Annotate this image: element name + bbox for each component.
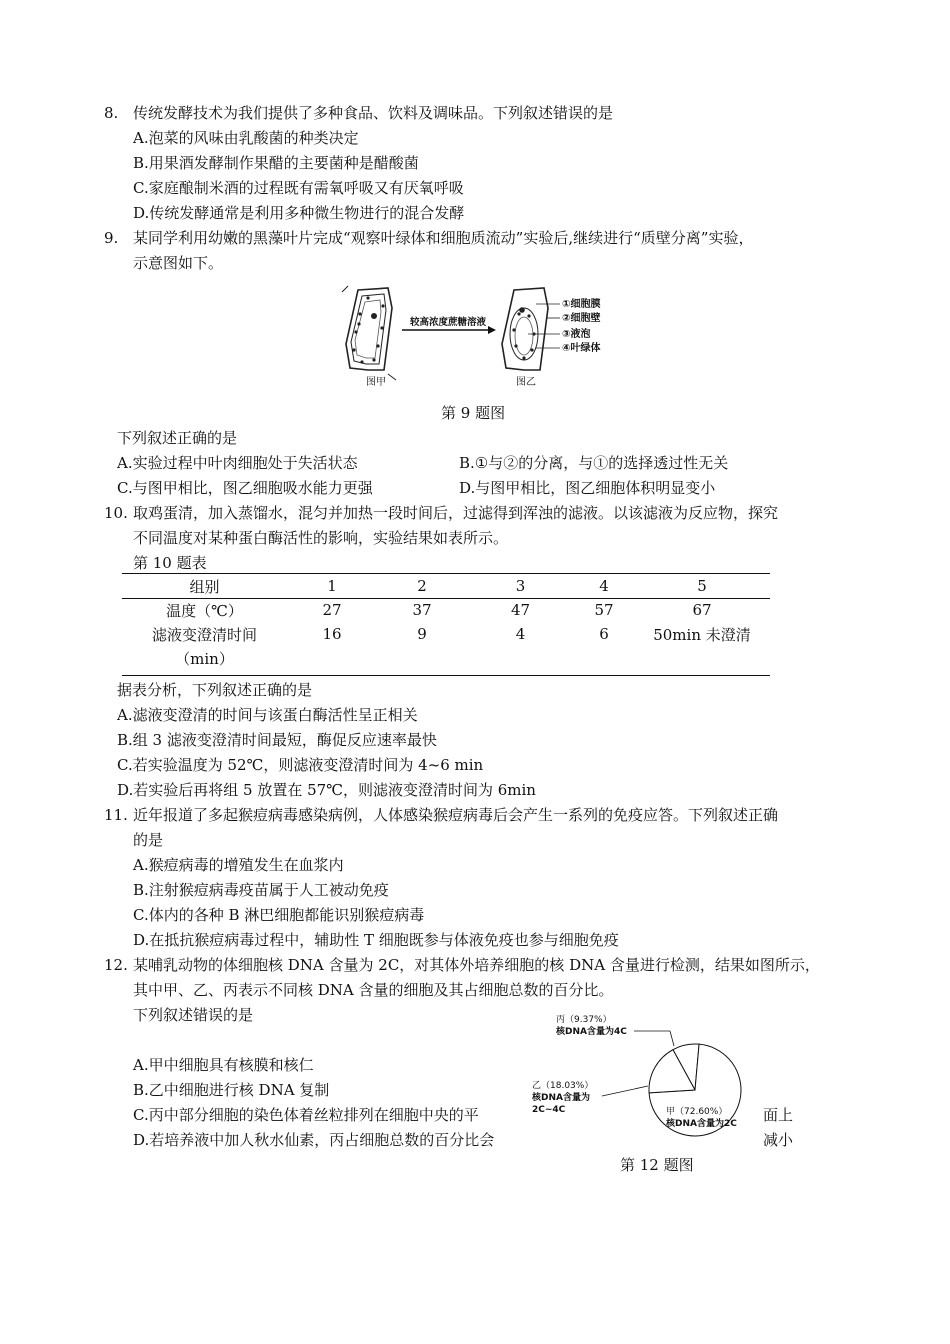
- cell-a-diagram: [342, 286, 396, 380]
- arrow-label: 较高浓度蔗糖溶液: [409, 317, 487, 328]
- q11-stem-line2: 的是: [133, 831, 164, 849]
- q8-option-c: C.家庭酿制米酒的过程既有需氧呼吸又有厌氧呼吸: [133, 179, 464, 197]
- q8-option-a: A.泡菜的风味由乳酸菌的种类决定: [133, 129, 359, 147]
- table-cell: 1: [327, 577, 337, 595]
- table-cell: 67: [692, 601, 712, 619]
- table-bottom-rule: [122, 675, 770, 676]
- q9-option-c: C.与图甲相比，图乙细胞吸水能力更强: [117, 479, 373, 497]
- table-cell: 47: [510, 601, 531, 619]
- table-row-time-unit: [122, 646, 770, 670]
- table-cell: 16: [322, 625, 342, 643]
- table-cell: 滤液变澄清时间: [151, 625, 257, 644]
- q11-stem-line1: 近年报道了多起猴痘病毒感染病例，人体感染猴痘病毒后会产生一系列的免疫应答。下列叙述正确: [133, 806, 779, 824]
- table-cell: 50min 未澄清: [653, 625, 751, 644]
- table-cell: 27: [322, 601, 342, 619]
- label-bing: [555, 1014, 674, 1046]
- q12-option-c-tail: 面上: [763, 1106, 794, 1124]
- q10-stem-line2: 不同温度对某种蛋白酶活性的影响，实验结果如表所示。: [133, 529, 509, 547]
- table-cell: （min）: [175, 649, 234, 668]
- table-cell: 37: [412, 601, 432, 619]
- legend-chloroplast: ④叶绿体: [562, 343, 601, 354]
- q10-table: [122, 574, 770, 670]
- q8-stem: 传统发酵技术为我们提供了多种食品、饮料及调味品。下列叙述错误的是: [133, 104, 614, 122]
- table-cell: 2: [417, 577, 427, 595]
- legend-membrane: ①细胞膜: [562, 299, 601, 310]
- table-cell: 57: [594, 601, 614, 619]
- q12-chart-caption: 第 12 题图: [620, 1156, 694, 1174]
- q12-number: 12.: [104, 956, 128, 974]
- table-cell: 4: [599, 577, 609, 595]
- cell-b-label: 图乙: [516, 377, 536, 388]
- q10-number: 10.: [104, 504, 128, 522]
- table-cell: 组别: [189, 577, 220, 596]
- label-jia-name: 甲（72.60%）: [666, 1107, 728, 1117]
- table-row-temperature: [122, 598, 770, 622]
- label-yi-name: 乙（18.03%）: [532, 1081, 594, 1091]
- table-cell: 6: [599, 625, 609, 643]
- q8-option-b: B.用果酒发酵制作果醋的主要菌种是醋酸菌: [133, 154, 419, 172]
- label-bing-name: 丙（9.37%）: [556, 1015, 612, 1025]
- table-row-time: [122, 622, 770, 646]
- label-yi-desc2: 2C~4C: [532, 1105, 566, 1115]
- q10-option-b: B.组 3 滤液变澄清时间最短，酶促反应速率最快: [117, 731, 437, 749]
- q9-figure-caption: 第 9 题图: [441, 404, 506, 422]
- q11-number: 11.: [104, 806, 128, 824]
- q9-stem-line1: 某同学利用幼嫩的黑藻叶片完成“观察叶绿体和细胞质流动”实验后,继续进行“质壁分离”实验，: [133, 229, 754, 247]
- table-cell: 3: [515, 577, 526, 595]
- q10-option-c: C.若实验温度为 52℃，则滤液变澄清时间为 4~6 min: [117, 756, 484, 774]
- legend-wall: ②细胞壁: [562, 313, 601, 324]
- q12-option-a: A.甲中细胞具有核膜和核仁: [133, 1056, 314, 1074]
- table-header-row: [122, 574, 770, 598]
- label-jia-desc: 核DNA含量为2C: [666, 1119, 737, 1129]
- label-yi-desc1: 核DNA含量为: [532, 1093, 590, 1103]
- q12-pie-chart: [530, 1010, 760, 1160]
- legend-vacuole: ③液泡: [562, 329, 591, 340]
- q12-option-d-tail: 减小: [763, 1131, 794, 1149]
- q12-stem-line1: 某哺乳动物的体细胞核 DNA 含量为 2C，对其体外培养细胞的核 DNA 含量进行检测，结果如图所示，: [133, 956, 820, 974]
- q9-option-a: A.实验过程中叶肉细胞处于失活状态: [117, 454, 358, 472]
- table-cell: 温度（℃）: [166, 601, 243, 620]
- q10-option-d: D.若实验后再将组 5 放置在 57℃，则滤液变澄清时间为 6min: [117, 781, 536, 799]
- q10-option-a: A.滤液变澄清的时间与该蛋白酶活性呈正相关: [117, 706, 418, 724]
- q10-stem-line1: 取鸡蛋清，加入蒸馏水，混匀并加热一段时间后，过滤得到浑浊的滤液。以该滤液为反应物，探究: [133, 504, 779, 522]
- q12-stem-line2: 其中甲、乙、丙表示不同核 DNA 含量的细胞及其占细胞总数的百分比。: [133, 981, 614, 999]
- table-cell: 4: [515, 625, 526, 643]
- q9-stem-line2: 示意图如下。: [133, 254, 224, 272]
- q11-option-b: B.注射猴痘病毒疫苗属于人工被动免疫: [133, 881, 389, 899]
- q8-option-d: D.传统发酵通常是利用多种微生物进行的混合发酵: [133, 204, 465, 222]
- q11-option-a: A.猴痘病毒的增殖发生在血浆内: [133, 856, 344, 874]
- q9-number: 9.: [104, 229, 119, 247]
- q11-option-c: C.体内的各种 B 淋巴细胞都能识别猴痘病毒: [133, 906, 425, 924]
- q9-lead: 下列叙述正确的是: [117, 429, 238, 447]
- q11-option-d: D.在抵抗猴痘病毒过程中，辅助性 T 细胞既参与体液免疫也参与细胞免疫: [133, 931, 619, 949]
- q10-lead: 据表分析，下列叙述正确的是: [117, 681, 313, 699]
- q9-option-b: B.①与②的分离，与①的选择透过性无关: [459, 454, 729, 472]
- label-bing-desc: 核DNA含量为4C: [556, 1027, 627, 1037]
- q9-cell-figure: [338, 284, 628, 392]
- q9-option-d: D.与图甲相比，图乙细胞体积明显变小: [459, 479, 716, 497]
- table-cell: 5: [697, 577, 707, 595]
- cell-b-diagram: [502, 288, 560, 370]
- q12-option-b: B.乙中细胞进行核 DNA 复制: [133, 1081, 330, 1099]
- q12-option-d: D.若培养液中加人秋水仙素，丙占细胞总数的百分比会: [133, 1131, 495, 1149]
- label-yi: [531, 1080, 648, 1115]
- q12-lead: 下列叙述错误的是: [133, 1006, 254, 1024]
- q10-table-title: 第 10 题表: [133, 554, 207, 572]
- q8-number: 8.: [104, 104, 119, 122]
- q12-option-c: C.丙中部分细胞的染色体着丝粒排列在细胞中央的平: [133, 1106, 479, 1124]
- table-cell: 9: [417, 625, 427, 643]
- cell-a-label: 图甲: [366, 377, 386, 388]
